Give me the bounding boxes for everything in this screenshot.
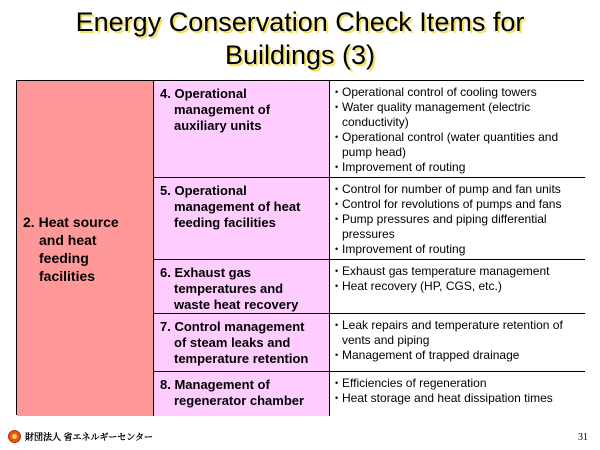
sub-category-line: regenerator chamber (174, 393, 305, 408)
detail-cell (330, 372, 585, 416)
title-line-2: Buildings (3) (224, 40, 376, 70)
detail-item: • Management of trapped drainage (340, 348, 582, 363)
sub-category-line: management of (174, 102, 271, 117)
sub-category-line: of steam leaks and (174, 335, 291, 350)
main-category-number: 2. (23, 213, 35, 230)
detail-item: • Heat storage and heat dissipation times (340, 391, 582, 406)
main-category-line-2: and heat (39, 231, 97, 248)
detail-item: • Efficiencies of regeneration (340, 376, 582, 391)
main-category-label (17, 213, 123, 285)
detail-list (340, 85, 582, 175)
sub-category-cell (154, 81, 330, 178)
sub-category-cell (154, 314, 330, 372)
detail-item: • Improvement of routing (340, 160, 582, 175)
page-number: 31 (578, 432, 588, 443)
detail-cell (330, 81, 585, 178)
detail-list (340, 264, 582, 294)
sub-category-line: waste heat recovery (174, 297, 299, 312)
organization-name: 財団法人 省エネルギーセンター (25, 432, 153, 442)
sub-category-line: temperatures and (174, 281, 284, 296)
sub-category-cell (154, 372, 330, 416)
detail-cell (330, 314, 585, 372)
detail-cell (330, 178, 585, 260)
sub-category-line: 8. Management of (160, 377, 270, 392)
detail-list (340, 376, 582, 406)
sub-category-line: 5. Operational (160, 183, 247, 198)
main-category-line-3: feeding (39, 249, 89, 266)
detail-item: • Heat recovery (HP, CGS, etc.) (340, 279, 582, 294)
sub-category-line: management of heat (174, 199, 301, 214)
sub-category-cell (154, 260, 330, 314)
detail-item: • Exhaust gas temperature management (340, 264, 582, 279)
sub-category-line: feeding facilities (174, 215, 276, 230)
detail-cell (330, 260, 585, 314)
sub-category-cell (154, 178, 330, 260)
detail-list (340, 318, 582, 363)
detail-item: • Water quality management (electric conductivity) (340, 100, 582, 130)
detail-item: • Pump pressures and piping differential pressures (340, 212, 582, 242)
sub-category-line: auxiliary units (174, 118, 262, 133)
main-category-line-4: facilities (39, 267, 96, 284)
detail-item: • Leak repairs and temperature retention of vents and piping (340, 318, 582, 348)
eccj-logo-icon (8, 430, 21, 443)
detail-item: • Improvement of routing (340, 242, 582, 257)
slide-title (20, 6, 580, 72)
title-line-1: Energy Conservation Check Items for (75, 7, 525, 37)
check-items-table (16, 80, 584, 415)
detail-item: • Operational control of cooling towers (340, 85, 582, 100)
detail-item: • Control for revolutions of pumps and fans (340, 197, 582, 212)
sub-category-line: 6. Exhaust gas (160, 265, 252, 280)
main-category-line-1: Heat source (38, 213, 119, 230)
detail-item: • Control for number of pump and fan units (340, 182, 582, 197)
main-category-cell (17, 81, 154, 416)
detail-list (340, 182, 582, 257)
sub-category-line: 4. Operational (160, 86, 247, 101)
sub-category-line: 7. Control management (160, 319, 305, 334)
detail-item: • Operational control (water quantities and pump head) (340, 130, 582, 160)
footer-logo (8, 430, 153, 443)
sub-category-line: temperature retention (174, 351, 309, 366)
